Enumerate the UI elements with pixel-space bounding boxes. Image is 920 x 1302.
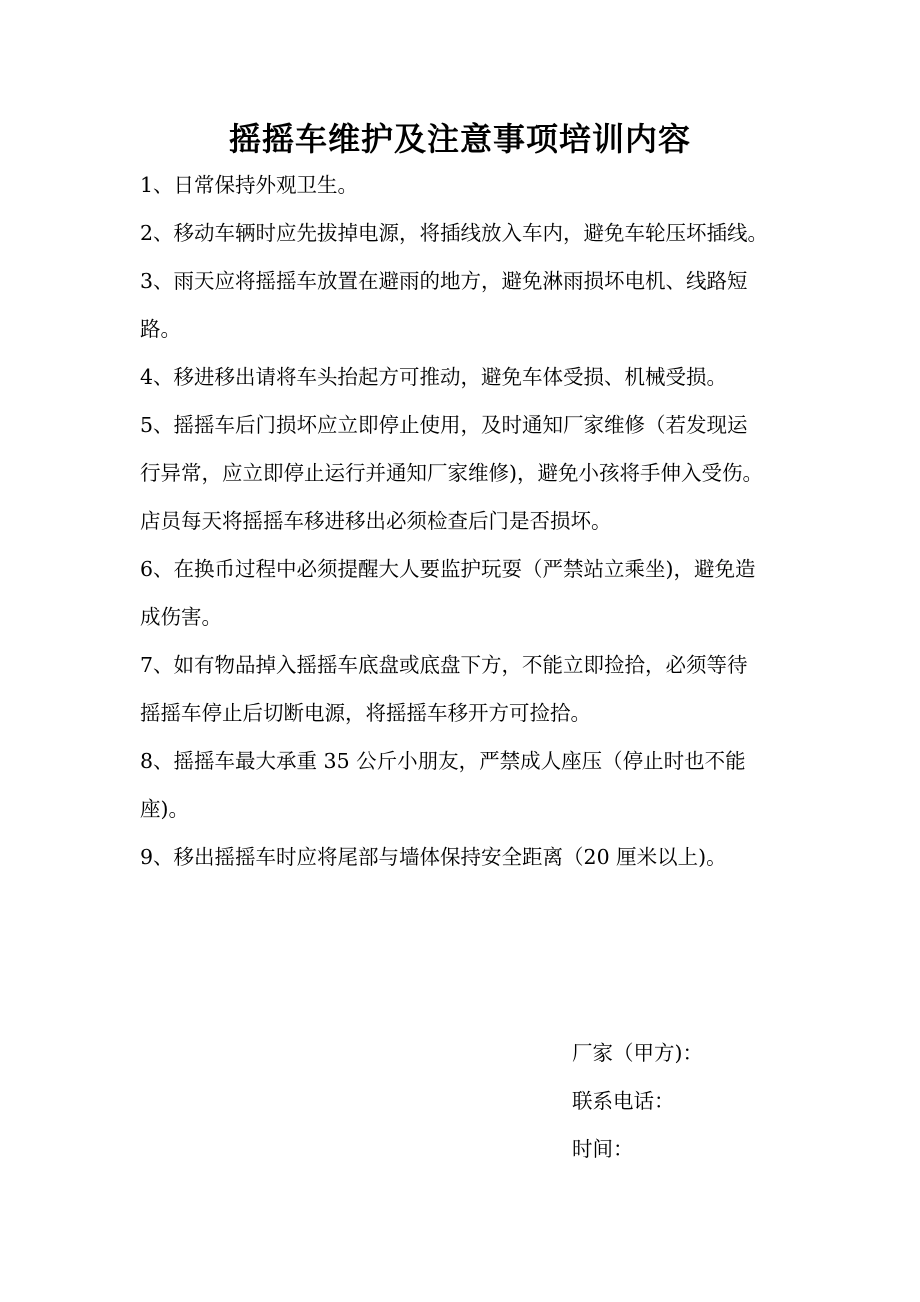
list-item-6-line-2: 成伤害。 [140,605,222,629]
list-item-5-line-3: 店员每天将摇摇车移进移出必须检查后门是否损坏。 [140,509,612,533]
list-item-9-line-1: 9、移出摇摇车时应将尾部与墙体保持安全距离（20 厘米以上)。 [140,845,727,869]
list-item-4-line-1: 4、移进移出请将车头抬起方可推动，避免车体受损、机械受损。 [140,365,728,389]
signature-phone: 联系电话： [572,1089,675,1113]
list-item-8-line-2: 座)。 [140,797,189,821]
list-item-7-line-2: 摇摇车停止后切断电源，将摇摇车移开方可捡拾。 [140,701,591,725]
signature-time: 时间： [572,1137,634,1161]
document-title: 摇摇车维护及注意事项培训内容 [228,120,691,158]
list-item-3-line-2: 路。 [140,317,181,341]
list-item-8-line-1: 8、摇摇车最大承重 35 公斤小朋友，严禁成人座压（停止时也不能 [140,749,746,773]
list-item-5-line-1: 5、摇摇车后门损坏应立即停止使用，及时通知厂家维修（若发现运 [140,413,748,437]
list-item-1-line-1: 1、日常保持外观卫生。 [140,173,359,197]
list-item-6-line-1: 6、在换币过程中必须提醒大人要监护玩耍（严禁站立乘坐)，避免造 [140,557,756,581]
signature-manufacturer: 厂家（甲方)： [572,1041,703,1065]
list-item-3-line-1: 3、雨天应将摇摇车放置在避雨的地方，避免淋雨损坏电机、线路短 [140,269,748,293]
list-item-5-line-2: 行异常，应立即停止运行并通知厂家维修)，避免小孩将手伸入受伤。 [140,461,763,485]
list-item-2-line-1: 2、移动车辆时应先拔掉电源，将插线放入车内，避免车轮压坏插线。 [140,221,769,245]
list-item-7-line-1: 7、如有物品掉入摇摇车底盘或底盘下方，不能立即捡拾，必须等待 [140,653,748,677]
